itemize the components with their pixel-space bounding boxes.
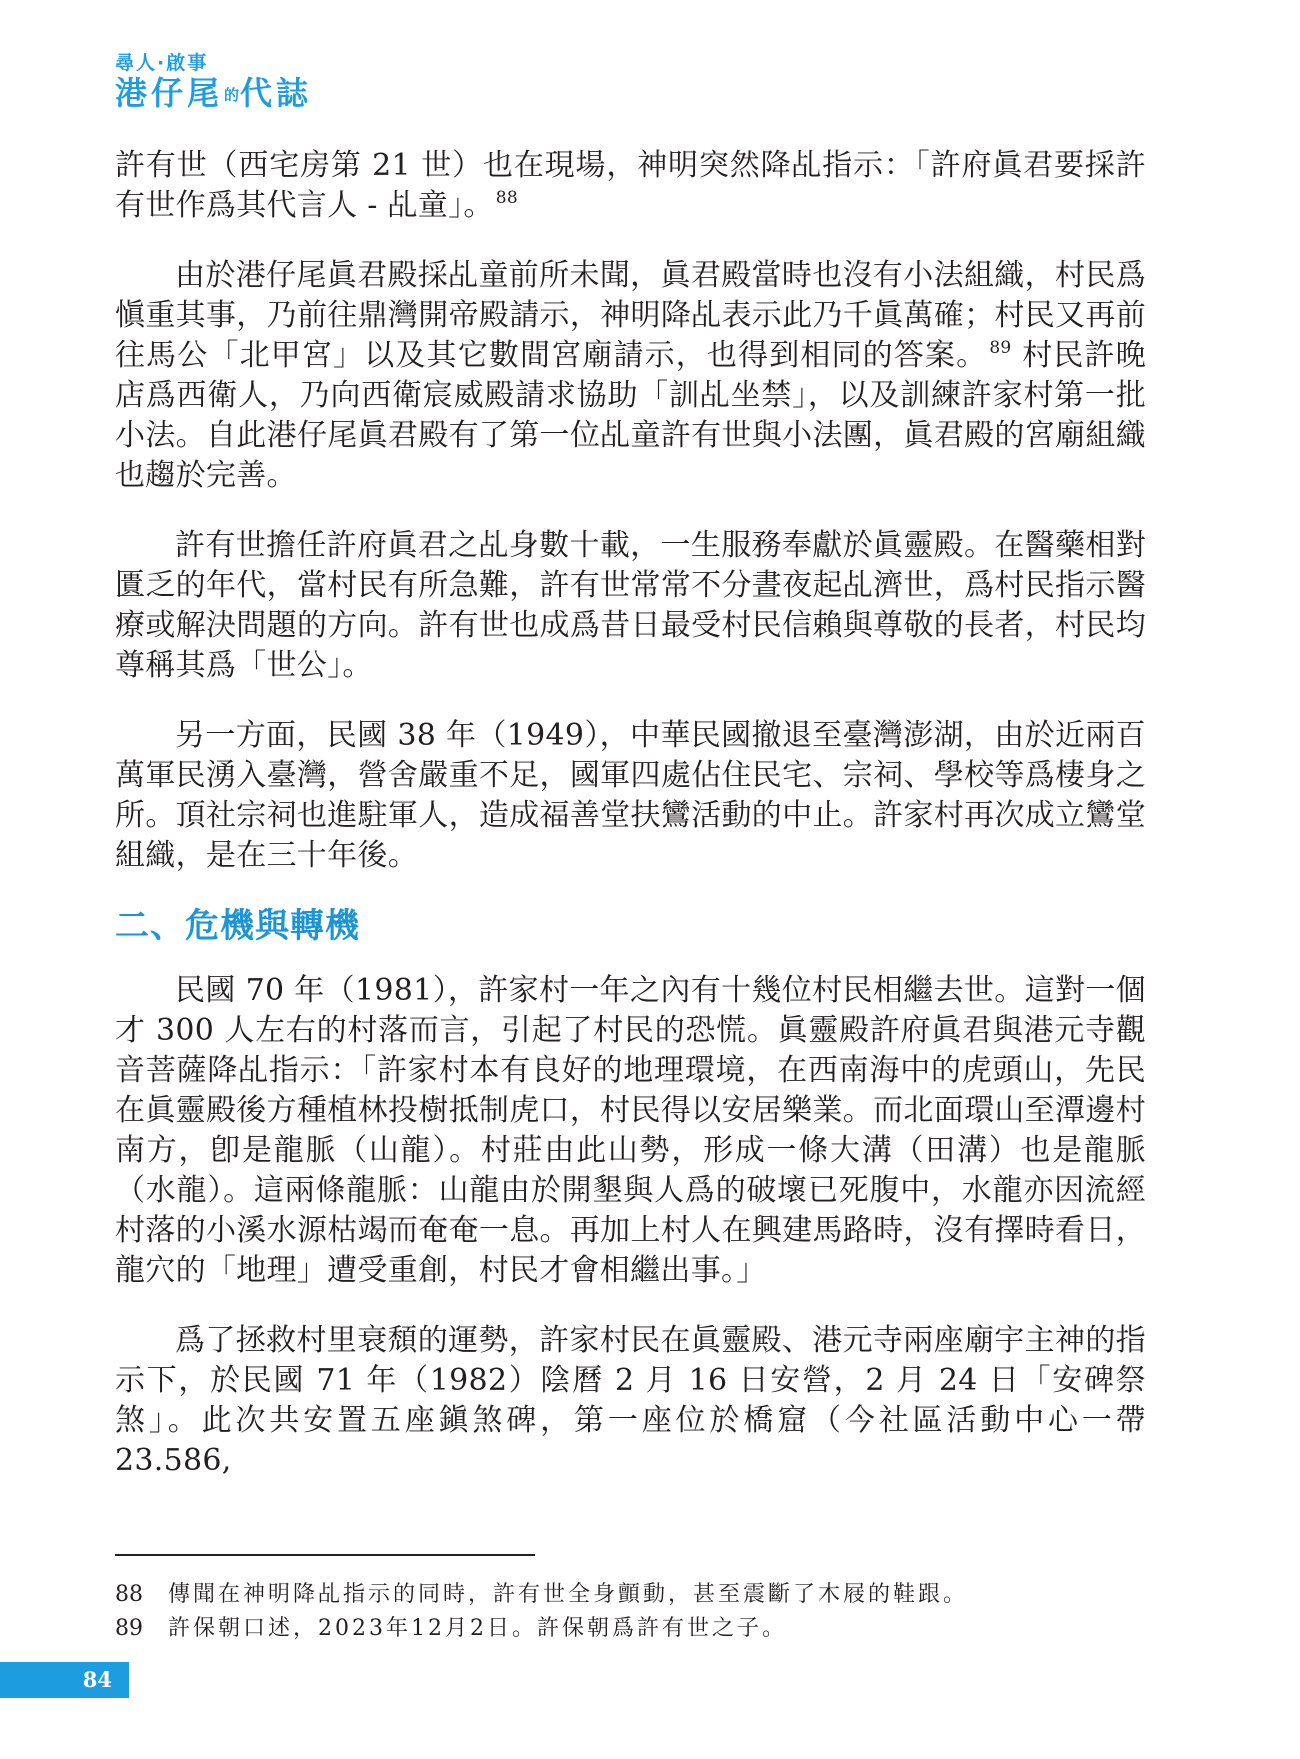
logo-title-part2: 代誌 bbox=[240, 74, 313, 112]
paragraph-1-text: 許有世（西宅房第 21 世）也在現場，神明突然降乩指示：「許府眞君要採許有世作爲其代言人 - 乩童」。 bbox=[115, 148, 1146, 223]
footnote-ref-89: 89 bbox=[989, 338, 1012, 358]
paragraph-1 bbox=[115, 146, 1146, 226]
main-text bbox=[115, 146, 1146, 1481]
paragraph-5: 民國 70 年（1981），許家村一年之內有十幾位村民相繼去世。這對一個才 300 人左右的村落而言，引起了村民的恐慌。眞靈殿許府眞君與港元寺觀音菩薩降乩指示：「許家村本有良好的地理環境，在西南海中的虎頭山，先民在眞靈殿後方種植林投樹抵制虎口，村民得以安居樂業。而北面環山至潭邊村南方，卽是龍脈（山龍）。村莊由此山勢，形成一條大溝（田溝）也是龍脈（水龍）。這兩條龍脈：山龍由於開墾與人爲的破壞已死腹中，水龍亦因流經村落的小溪水源枯竭而奄奄一息。再加上村人在興建馬路時，沒有擇時看日，龍穴的「地理」遭受重創，村民才會相繼出事。」 bbox=[115, 973, 1146, 1288]
footnote-text: 傳聞在神明降乩指示的同時，許有世全身顫動，甚至震斷了木屐的鞋跟。 bbox=[168, 1582, 969, 1607]
paragraph-6: 爲了拯救村里衰頹的運勢，許家村民在眞靈殿、港元寺兩座廟宇主神的指示下，於民國 71 年（1982）陰曆 2 月 16 日安營，2 月 24 日「安碑祭煞」。此次共安置五座鎭煞碑，第一座位於橋窟（今社區活動中心一帶 23.586, bbox=[115, 1323, 1146, 1478]
logo-series: 尋人·啟事 bbox=[115, 52, 209, 74]
paragraph-2-text-after: 村民許晚店爲西衛人，乃向西衛宸威殿請求協助「訓乩坐禁」，以及訓練許家村第一批小法。自此港仔尾眞君殿有了第一位乩童許有世與小法團，眞君殿的宮廟組織也趨於完善。 bbox=[115, 338, 1146, 493]
paragraph-2 bbox=[115, 256, 1146, 496]
footnote-divider bbox=[115, 1554, 535, 1556]
footnote-89 bbox=[115, 1612, 1146, 1646]
paragraph-2-text-before: 由於港仔尾眞君殿採乩童前所未聞，眞君殿當時也沒有小法組織，村民爲愼重其事，乃前往鼎灣開帝殿請示，神明降乩表示此乃千眞萬確；村民又再前往馬公「北甲宮」以及其它數間宮廟請示，也得到相同的答案。 bbox=[115, 258, 1146, 373]
book-logo bbox=[115, 52, 312, 112]
footnote-number: 88 bbox=[115, 1582, 143, 1607]
page-number: 84 bbox=[0, 1662, 129, 1698]
paragraph-3: 許有世擔任許府眞君之乩身數十載，一生服務奉獻於眞靈殿。在醫藥相對匱乏的年代，當村民有所急難，許有世常常不分晝夜起乩濟世，爲村民指示醫療或解決問題的方向。許有世也成爲昔日最受村民信賴與尊敬的長者，村民均尊稱其爲「世公」。 bbox=[115, 528, 1146, 683]
paragraph-4: 另一方面，民國 38 年（1949），中華民國撤退至臺灣澎湖，由於近兩百萬軍民湧入臺灣，營舍嚴重不足，國軍四處佔住民宅、宗祠、學校等爲棲身之所。頂社宗祠也進駐軍人，造成福善堂扶鸞活動的中止。許家村再次成立鸞堂組織，是在三十年後。 bbox=[115, 718, 1146, 873]
logo-title bbox=[115, 76, 312, 112]
footnote-88 bbox=[115, 1578, 1146, 1612]
logo-title-de: 的 bbox=[224, 86, 240, 104]
footnote-number: 89 bbox=[115, 1616, 143, 1641]
footnote-ref-88: 88 bbox=[495, 188, 518, 208]
footnote-text: 許保朝口述，2023年12月2日。許保朝爲許有世之子。 bbox=[168, 1616, 787, 1641]
section-heading: 二、危機與轉機 bbox=[115, 906, 360, 946]
logo-title-part1: 港仔尾 bbox=[115, 74, 224, 112]
footnotes bbox=[115, 1578, 1146, 1646]
